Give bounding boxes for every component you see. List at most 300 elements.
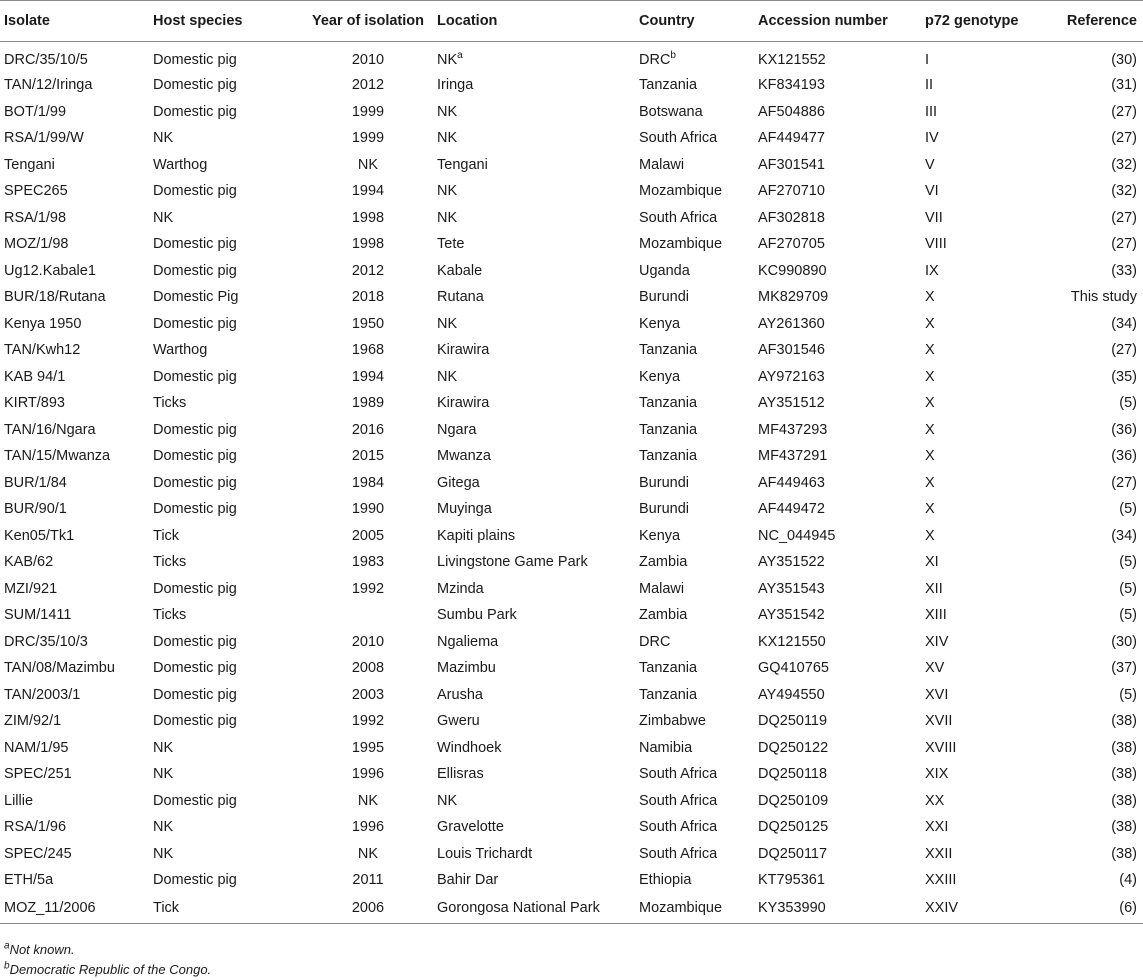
cell-host: Ticks xyxy=(153,607,187,624)
cell-year: 2011 xyxy=(352,872,384,889)
cell-year: 2010 xyxy=(351,633,385,650)
cell-reference: (5) xyxy=(1119,501,1137,518)
table-row xyxy=(0,417,1143,444)
cell-accession: DQ250109 xyxy=(758,792,829,809)
cell-genotype: XII xyxy=(925,580,943,597)
header-host-species: Host species xyxy=(149,1,299,42)
table-row xyxy=(0,576,1143,603)
cell-year: 2012 xyxy=(351,262,385,279)
cell-location: Sumbu Park xyxy=(437,607,517,624)
cell-year: 2005 xyxy=(351,527,385,544)
cell-host: NK xyxy=(153,209,174,226)
cell-country: South Africa xyxy=(639,845,718,862)
cell-reference: (30) xyxy=(1111,52,1137,68)
cell-reference: (6) xyxy=(1036,894,1143,924)
cell-accession: AF302818 xyxy=(758,209,825,226)
cell-isolate: NAM/1/95 xyxy=(4,739,69,756)
cell-isolate: TAN/2003/1 xyxy=(4,686,81,703)
cell-accession: AF449477 xyxy=(758,130,825,147)
cell-isolate: Ug12.Kabale1 xyxy=(4,262,96,279)
table-row xyxy=(0,549,1143,576)
cell-country: Botswana xyxy=(639,103,703,120)
cell-country: South Africa xyxy=(639,766,718,783)
cell-year: 2012 xyxy=(351,77,385,94)
cell-reference: (27) xyxy=(1111,342,1137,359)
cell-location: Tengani xyxy=(437,156,488,173)
cell-isolate: RSA/1/99/W xyxy=(4,130,84,147)
cell-host: NK xyxy=(153,845,174,862)
cell-country: Zimbabwe xyxy=(639,713,706,730)
cell-host: Domestic pig xyxy=(153,421,237,438)
table-row xyxy=(0,125,1143,152)
table-row xyxy=(0,682,1143,709)
table-row xyxy=(0,99,1143,126)
cell-genotype: III xyxy=(925,103,938,120)
cell-location: Rutana xyxy=(437,289,484,306)
table-row xyxy=(0,258,1143,285)
cell-year: 1994 xyxy=(351,368,385,385)
table-row xyxy=(0,42,1143,73)
cell-genotype: X xyxy=(925,527,935,544)
cell-location: Gweru xyxy=(437,713,480,730)
cell-isolate: TAN/16/Ngara xyxy=(4,421,96,438)
cell-reference: (5) xyxy=(1119,395,1137,412)
cell-isolate: BUR/90/1 xyxy=(4,501,67,518)
cell-accession: DQ250117 xyxy=(758,845,828,862)
cell-host: Domestic pig xyxy=(153,368,237,385)
cell-country: Kenya xyxy=(639,368,681,385)
cell-country: South Africa xyxy=(639,130,718,147)
cell-location: Kirawira xyxy=(437,395,490,412)
cell-year: 2016 xyxy=(351,421,385,438)
cell-host: Tick xyxy=(153,527,180,544)
header-reference: Reference xyxy=(1036,1,1143,42)
header-isolate: Isolate xyxy=(0,1,149,42)
cell-accession: MF437293 xyxy=(758,421,828,438)
cell-reference: (30) xyxy=(1111,633,1137,650)
cell-location: Mazimbu xyxy=(437,660,496,677)
cell-isolate: TAN/Kwh12 xyxy=(4,342,81,359)
cell-country: Mozambique xyxy=(639,236,723,253)
cell-reference: (34) xyxy=(1111,527,1137,544)
cell-location: Bahir Dar xyxy=(437,872,499,889)
cell-country: Tanzania xyxy=(639,77,698,94)
table-row xyxy=(0,231,1143,258)
cell-host: Domestic pig xyxy=(153,103,237,120)
cell-host: NK xyxy=(153,130,174,147)
cell-genotype: XI xyxy=(925,554,939,571)
cell-country: Burundi xyxy=(639,501,689,518)
cell-host: Domestic pig xyxy=(153,315,237,332)
cell-host: Ticks xyxy=(153,395,187,412)
cell-host: Domestic pig xyxy=(153,236,237,253)
cell-year: 1996 xyxy=(351,766,385,783)
cell-accession: AY351543 xyxy=(758,580,825,597)
header-year: Year of isolation xyxy=(299,1,433,42)
cell-isolate: BUR/18/Rutana xyxy=(4,289,106,306)
footnote-marker: b xyxy=(670,50,676,62)
cell-year: 1983 xyxy=(351,554,385,571)
cell-year: 1994 xyxy=(351,183,385,200)
table-row xyxy=(0,602,1143,629)
cell-reference: (27) xyxy=(1111,103,1137,120)
cell-accession: AY351512 xyxy=(758,395,825,412)
cell-reference: (34) xyxy=(1111,315,1137,332)
cell-genotype: I xyxy=(925,52,930,68)
cell-reference: This study xyxy=(1070,289,1137,306)
cell-isolate: RSA/1/98 xyxy=(4,209,67,226)
cell-genotype: XXI xyxy=(925,819,949,836)
cell-accession: AY494550 xyxy=(758,686,825,703)
cell-host: NK xyxy=(153,739,174,756)
cell-host: Domestic pig xyxy=(153,713,237,730)
cell-genotype: X xyxy=(925,501,935,518)
cell-accession: AY351522 xyxy=(758,554,825,571)
cell-accession: KT795361 xyxy=(758,872,825,889)
cell-reference: (27) xyxy=(1111,474,1137,491)
table-row xyxy=(0,655,1143,682)
cell-accession: KX121552 xyxy=(758,52,826,68)
cell-host: Domestic pig xyxy=(153,686,237,703)
cell-accession: DQ250118 xyxy=(758,766,828,783)
cell-genotype: XXIII xyxy=(925,872,957,889)
cell-host: Domestic pig xyxy=(153,501,237,518)
cell-isolate: SPEC265 xyxy=(4,183,68,200)
cell-genotype: XVIII xyxy=(925,739,957,756)
cell-genotype: X xyxy=(925,395,935,412)
cell-host: Domestic pig xyxy=(153,52,237,68)
cell-genotype: VI xyxy=(925,183,939,200)
cell-genotype: XX xyxy=(925,792,945,809)
cell-year: 2015 xyxy=(351,448,385,465)
cell-year: 2008 xyxy=(351,660,385,677)
cell-isolate: KAB/62 xyxy=(4,554,54,571)
cell-country: Zambia xyxy=(639,554,688,571)
cell-country: South Africa xyxy=(639,209,718,226)
cell-host: Domestic pig xyxy=(153,183,237,200)
cell-genotype: XVII xyxy=(925,713,953,730)
cell-reference: (27) xyxy=(1111,130,1137,147)
table-row xyxy=(0,364,1143,391)
header-location: Location xyxy=(433,1,635,42)
cell-reference: (38) xyxy=(1111,792,1137,809)
cell-isolate: MZI/921 xyxy=(4,580,58,597)
cell-isolate: MOZ/1/98 xyxy=(4,236,69,253)
cell-genotype: X xyxy=(925,289,935,306)
cell-country: Ethiopia xyxy=(639,872,692,889)
header-genotype: p72 genotype xyxy=(921,1,1036,42)
cell-accession: AY261360 xyxy=(758,315,825,332)
cell-year: 1998 xyxy=(351,236,385,253)
cell-location: Muyinga xyxy=(437,501,492,518)
cell-year: 1995 xyxy=(351,739,385,756)
cell-host: Domestic pig xyxy=(153,792,237,809)
cell-accession: KY353990 xyxy=(754,894,921,924)
table-row xyxy=(0,867,1143,894)
table-row xyxy=(0,814,1143,841)
cell-year: 1990 xyxy=(351,501,385,518)
table-row xyxy=(0,311,1143,338)
cell-location: Iringa xyxy=(437,77,474,94)
cell-genotype: XIX xyxy=(925,766,949,783)
cell-accession: DQ250122 xyxy=(758,739,829,756)
cell-host: Domestic pig xyxy=(153,580,237,597)
cell-year: 1998 xyxy=(351,209,385,226)
table-row xyxy=(0,205,1143,232)
cell-reference: (36) xyxy=(1111,421,1137,438)
cell-genotype: II xyxy=(925,77,934,94)
cell-host: Domestic pig xyxy=(153,474,237,491)
table-row xyxy=(0,735,1143,762)
cell-country: Mozambique xyxy=(635,894,754,924)
cell-country: Tanzania xyxy=(639,448,698,465)
cell-reference: (38) xyxy=(1111,819,1137,836)
cell-host: Tick xyxy=(149,894,299,924)
cell-isolate: MOZ_11/2006 xyxy=(0,894,149,924)
cell-accession: AY972163 xyxy=(758,368,825,385)
cell-country: Burundi xyxy=(639,289,689,306)
cell-year: 1950 xyxy=(351,315,385,332)
table-row xyxy=(0,629,1143,656)
cell-reference: (27) xyxy=(1111,209,1137,226)
table-row xyxy=(0,178,1143,205)
cell-country: Kenya xyxy=(639,527,681,544)
cell-year: 2003 xyxy=(351,686,385,703)
cell-isolate: Kenya 1950 xyxy=(4,315,82,332)
cell-reference: (36) xyxy=(1111,448,1137,465)
table-row xyxy=(0,390,1143,417)
table-row xyxy=(0,443,1143,470)
cell-accession: AF449472 xyxy=(758,501,825,518)
cell-location: NK xyxy=(437,368,458,385)
cell-location: Gorongosa National Park xyxy=(433,894,635,924)
cell-genotype: IV xyxy=(925,130,939,147)
cell-location: NK xyxy=(437,315,458,332)
table-body xyxy=(0,42,1143,924)
cell-isolate: Tengani xyxy=(4,156,55,173)
cell-location: NK xyxy=(437,792,458,809)
header-country: Country xyxy=(635,1,754,42)
table-row xyxy=(0,470,1143,497)
cell-accession: AY351542 xyxy=(758,607,825,624)
cell-isolate: RSA/1/96 xyxy=(4,819,67,836)
cell-location: NK xyxy=(437,209,458,226)
cell-year: 1989 xyxy=(351,395,385,412)
cell-genotype: X xyxy=(925,342,935,359)
cell-accession: MK829709 xyxy=(758,289,829,306)
cell-reference: (31) xyxy=(1111,77,1137,94)
cell-isolate: SPEC/251 xyxy=(4,766,72,783)
cell-accession: AF504886 xyxy=(758,103,825,120)
cell-accession: AF301546 xyxy=(758,342,825,359)
cell-location: Ellisras xyxy=(437,766,484,783)
table-row xyxy=(0,523,1143,550)
cell-isolate: KIRT/893 xyxy=(4,395,65,412)
cell-isolate: TAN/12/Iringa xyxy=(4,77,93,94)
cell-year xyxy=(299,602,433,629)
cell-year: NK xyxy=(357,845,379,862)
cell-year: 2018 xyxy=(351,289,385,306)
cell-country: Tanzania xyxy=(639,395,698,412)
cell-location: Gitega xyxy=(437,474,480,491)
cell-host: Domestic Pig xyxy=(153,289,239,306)
cell-year: NK xyxy=(357,156,379,173)
cell-reference: (27) xyxy=(1111,236,1137,253)
cell-location: Mwanza xyxy=(437,448,491,465)
cell-country: Zambia xyxy=(639,607,688,624)
cell-location: $NK^a$ xyxy=(437,50,463,68)
cell-location: Ngara xyxy=(437,421,477,438)
table-row xyxy=(0,284,1143,311)
cell-location: NK xyxy=(437,183,458,200)
cell-reference: (38) xyxy=(1111,766,1137,783)
cell-genotype: VIII xyxy=(925,236,947,253)
table-row xyxy=(0,152,1143,179)
cell-genotype: XV xyxy=(925,660,945,677)
table-row xyxy=(0,788,1143,815)
cell-accession: GQ410765 xyxy=(758,660,829,677)
cell-host: Warthog xyxy=(153,342,208,359)
footnote-a: $^a$Not known. xyxy=(4,940,75,957)
cell-accession: DQ250119 xyxy=(758,713,828,730)
cell-reference: (33) xyxy=(1111,262,1137,279)
cell-reference: (38) xyxy=(1111,739,1137,756)
header-accession: Accession number xyxy=(754,1,921,42)
cell-host: Ticks xyxy=(153,554,187,571)
cell-reference: (32) xyxy=(1111,156,1137,173)
cell-isolate: Ken05/Tk1 xyxy=(4,527,75,544)
table-row xyxy=(0,337,1143,364)
cell-country: Burundi xyxy=(639,474,689,491)
cell-isolate: DRC/35/10/5 xyxy=(4,52,88,68)
cell-genotype: X xyxy=(925,315,935,332)
cell-location: Mzinda xyxy=(437,580,484,597)
cell-isolate: SPEC/245 xyxy=(4,845,72,862)
footnote-b: $^b$Democratic Republic of the Congo. xyxy=(4,960,212,977)
cell-country: Malawi xyxy=(639,156,685,173)
cell-country: DRC xyxy=(639,633,671,650)
cell-isolate: ETH/5a xyxy=(4,872,54,889)
table-row xyxy=(0,72,1143,99)
cell-country: Uganda xyxy=(639,262,690,279)
cell-genotype: X xyxy=(925,448,935,465)
cell-year: 1999 xyxy=(351,130,385,147)
cell-country: Kenya xyxy=(639,315,681,332)
cell-accession: MF437291 xyxy=(758,448,828,465)
table-row xyxy=(0,841,1143,868)
cell-reference: (38) xyxy=(1111,845,1137,862)
cell-reference: (32) xyxy=(1111,183,1137,200)
table-row xyxy=(0,496,1143,523)
cell-genotype: V xyxy=(925,156,935,173)
cell-genotype: XIV xyxy=(925,633,949,650)
cell-location: NK xyxy=(437,130,458,147)
cell-genotype: X xyxy=(925,474,935,491)
cell-isolate: BUR/1/84 xyxy=(4,474,67,491)
cell-location: Gravelotte xyxy=(437,819,504,836)
cell-reference: (5) xyxy=(1119,686,1137,703)
cell-location: Windhoek xyxy=(437,739,502,756)
cell-accession: KC990890 xyxy=(758,262,827,279)
cell-host: Domestic pig xyxy=(153,262,237,279)
cell-location: Livingstone Game Park xyxy=(437,554,588,571)
cell-country: Namibia xyxy=(639,739,693,756)
cell-genotype: X xyxy=(925,368,935,385)
cell-isolate: DRC/35/10/3 xyxy=(4,633,88,650)
cell-accession: AF301541 xyxy=(758,156,825,173)
cell-country: Tanzania xyxy=(639,660,698,677)
cell-reference: (5) xyxy=(1119,580,1137,597)
cell-country: Mozambique xyxy=(639,183,723,200)
cell-year: 1996 xyxy=(351,819,385,836)
cell-isolate: BOT/1/99 xyxy=(4,103,67,120)
cell-accession: KF834193 xyxy=(758,77,825,94)
cell-year: 1984 xyxy=(351,474,385,491)
cell-country: South Africa xyxy=(639,792,718,809)
table-row xyxy=(0,894,1143,924)
cell-year: 1992 xyxy=(351,713,385,730)
cell-genotype: X xyxy=(925,421,935,438)
cell-accession: AF270705 xyxy=(758,236,825,253)
cell-year: 2010 xyxy=(351,52,385,68)
table-row xyxy=(0,708,1143,735)
cell-genotype: XXIV xyxy=(921,894,1036,924)
cell-host: Domestic pig xyxy=(153,448,237,465)
cell-country: Malawi xyxy=(639,580,685,597)
cell-host: Domestic pig xyxy=(153,660,237,677)
cell-accession: AF449463 xyxy=(758,474,825,491)
cell-genotype: XXII xyxy=(925,845,953,862)
cell-location: Tete xyxy=(437,236,465,253)
cell-isolate: Lillie xyxy=(4,792,34,809)
cell-location: Arusha xyxy=(437,686,483,703)
cell-country: South Africa xyxy=(639,819,718,836)
cell-year: 1992 xyxy=(351,580,385,597)
cell-genotype: XVI xyxy=(925,686,949,703)
cell-isolate: TAN/08/Mazimbu xyxy=(4,660,115,677)
cell-isolate: ZIM/92/1 xyxy=(4,713,62,730)
cell-genotype: VII xyxy=(925,209,943,226)
cell-accession: NC_044945 xyxy=(758,527,836,544)
cell-reference: (4) xyxy=(1119,872,1137,889)
cell-genotype: IX xyxy=(925,262,939,279)
footnote-marker: a xyxy=(457,50,463,62)
cell-host: Warthog xyxy=(153,156,208,173)
cell-country: Tanzania xyxy=(639,421,698,438)
cell-country: Tanzania xyxy=(639,686,698,703)
cell-location: Kapiti plains xyxy=(437,527,516,544)
cell-reference: (5) xyxy=(1119,554,1137,571)
cell-location: Kabale xyxy=(437,262,483,279)
cell-host: Domestic pig xyxy=(153,872,237,889)
cell-country: DRC$^b$ xyxy=(639,50,676,68)
header-row xyxy=(0,1,1143,42)
cell-host: Domestic pig xyxy=(153,633,237,650)
cell-reference: (37) xyxy=(1111,660,1137,677)
cell-location: NK xyxy=(437,103,458,120)
cell-reference: (38) xyxy=(1111,713,1137,730)
cell-year: 1999 xyxy=(351,103,385,120)
cell-isolate: KAB 94/1 xyxy=(4,368,66,385)
cell-year: NK xyxy=(357,792,379,809)
cell-host: NK xyxy=(153,819,174,836)
table-row xyxy=(0,761,1143,788)
cell-accession: AF270710 xyxy=(758,183,825,200)
cell-host: Domestic pig xyxy=(153,77,237,94)
cell-accession: DQ250125 xyxy=(758,819,829,836)
cell-isolate: TAN/15/Mwanza xyxy=(4,448,111,465)
cell-location: Kirawira xyxy=(437,342,490,359)
